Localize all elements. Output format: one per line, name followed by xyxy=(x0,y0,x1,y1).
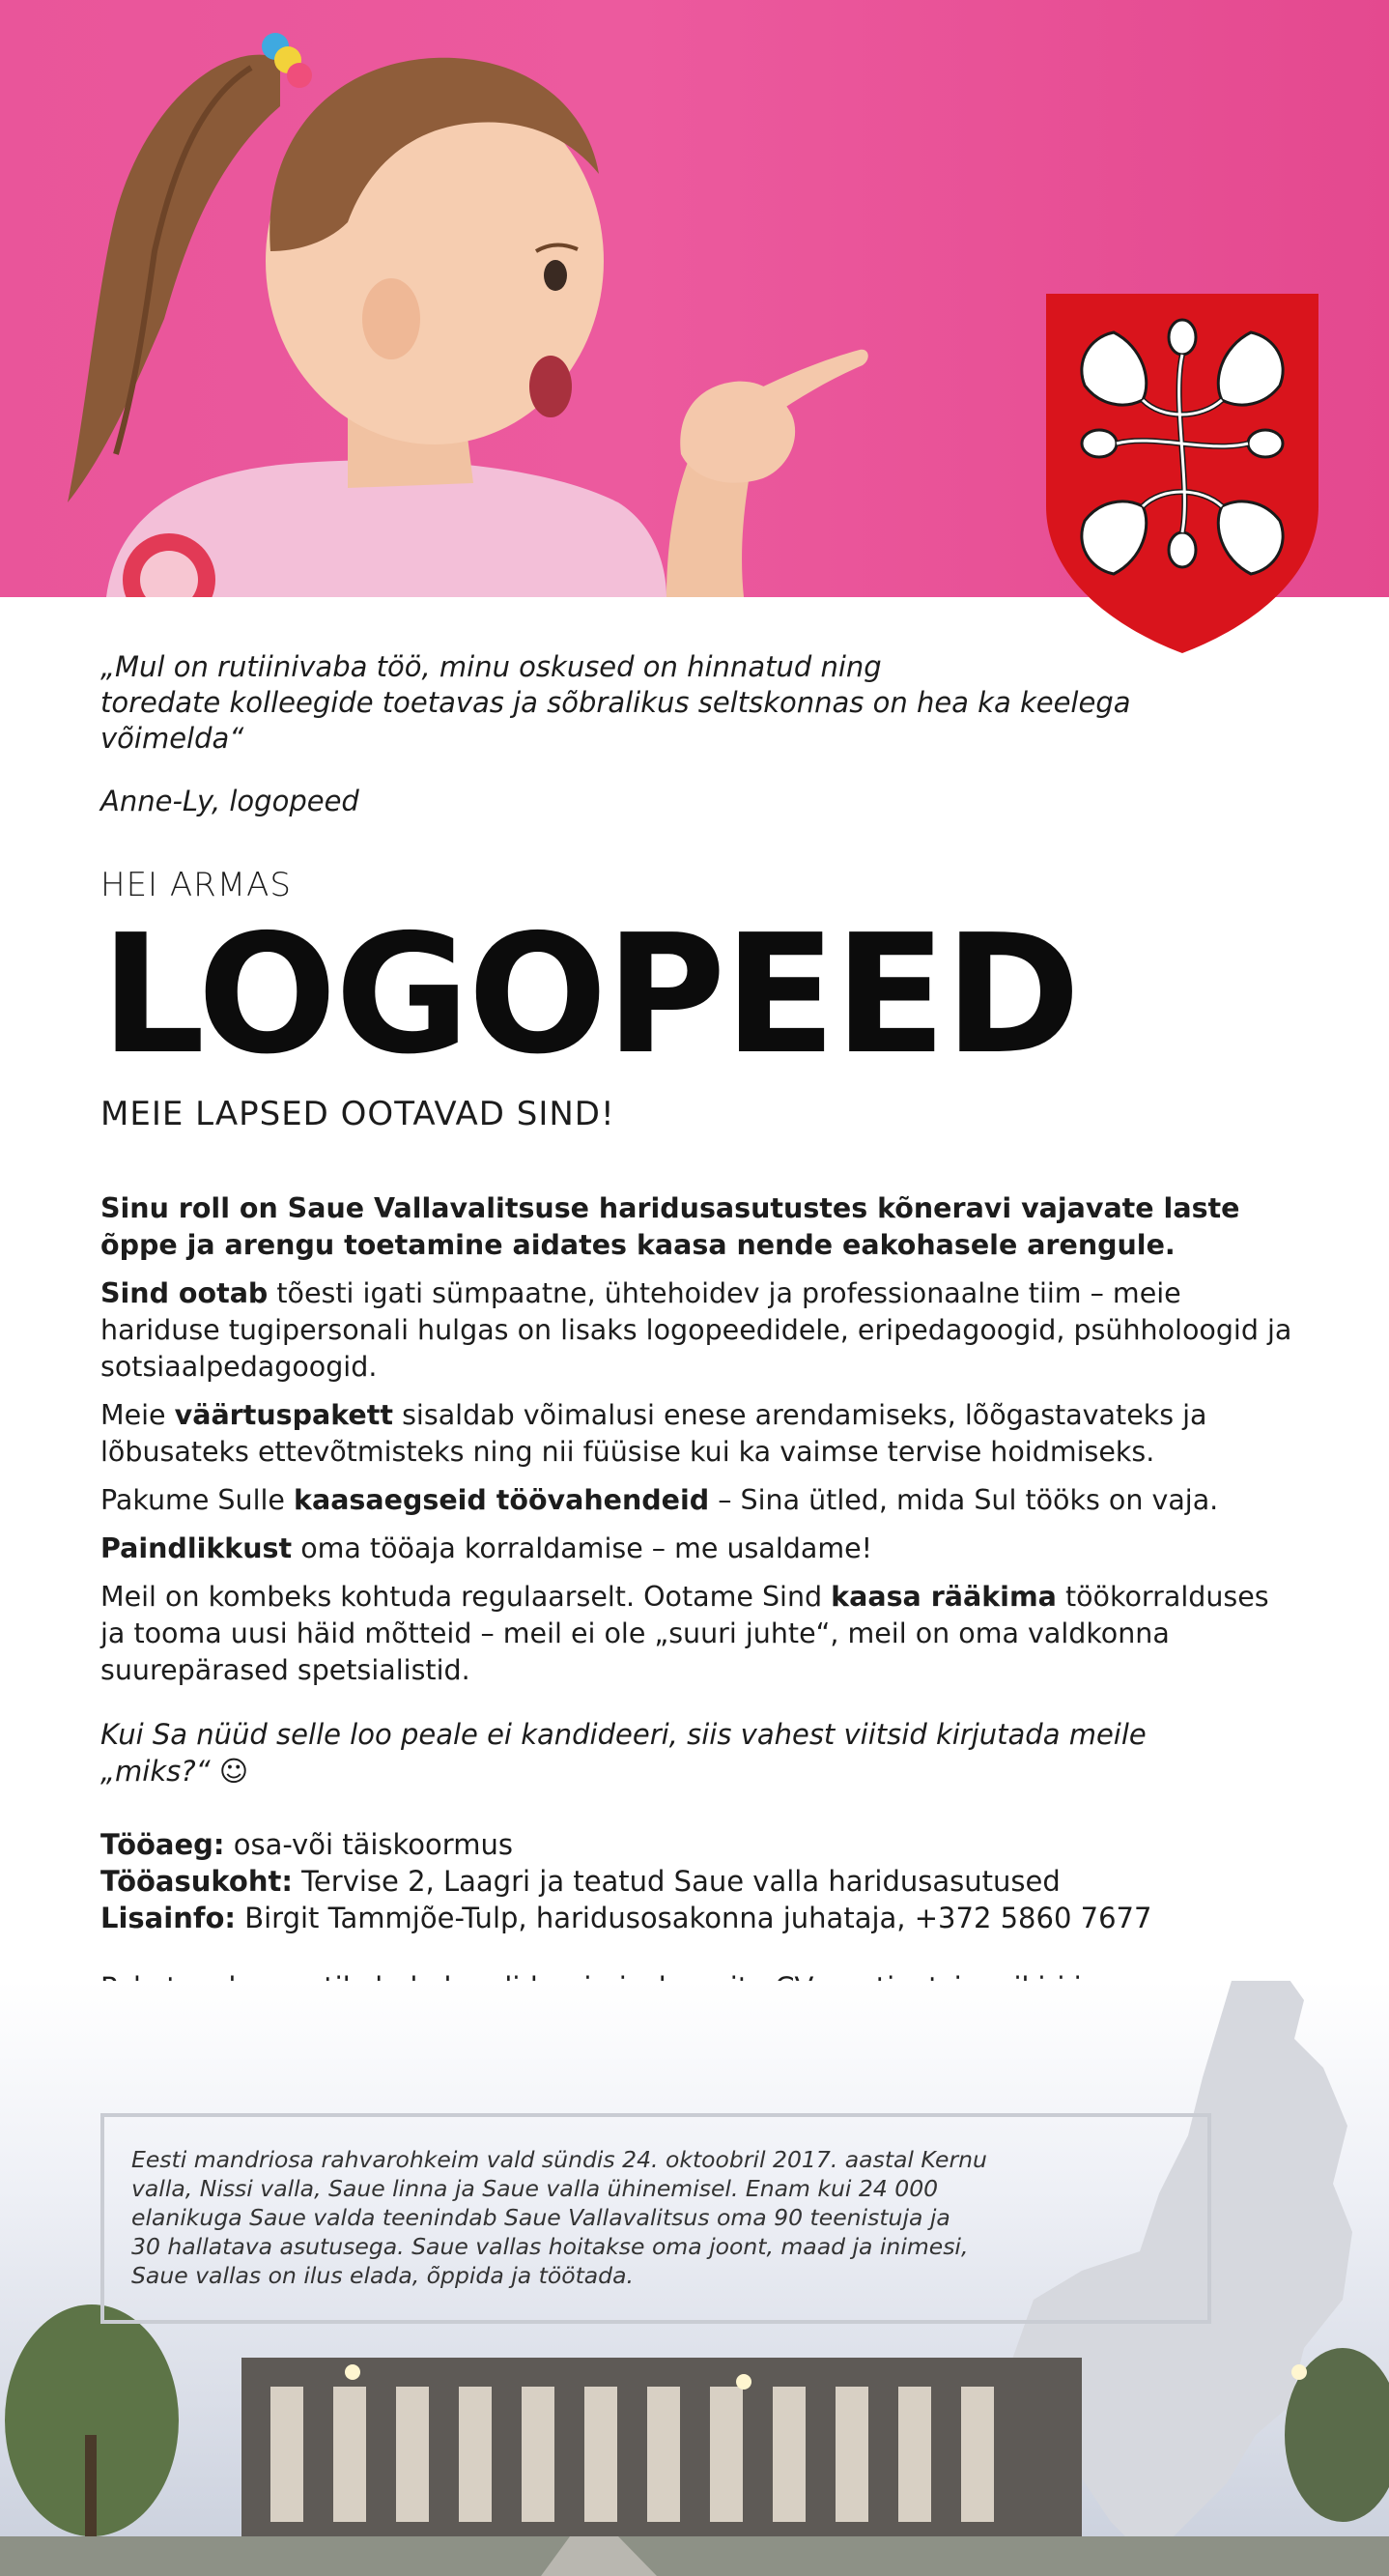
paragraph-meetings xyxy=(100,1579,1298,1689)
paragraph-team xyxy=(100,1275,1298,1386)
label: Tööasukoht: xyxy=(100,1865,293,1898)
subtitle: MEIE LAPSED OOTAVAD SIND! xyxy=(100,1095,615,1133)
paragraph-flexibility xyxy=(100,1531,1298,1567)
bold-text: väärtuspakett xyxy=(174,1399,394,1431)
job-title: LOGOPEED xyxy=(100,900,1079,1091)
greeting: HEI ARMAS xyxy=(100,866,292,904)
cta-line: Kui Sa nüüd selle loo peale ei kandideeri, siis vahest viitsid kirjutada meile xyxy=(100,1718,1147,1751)
about-municipality xyxy=(131,2145,1020,2290)
label: Lisainfo: xyxy=(100,1902,236,1934)
testimonial-quote xyxy=(100,649,1318,757)
paragraph-tools xyxy=(100,1482,1298,1519)
info-contact xyxy=(100,1900,1318,1936)
info-location xyxy=(100,1863,1318,1900)
about-line: elanikuga Saue valda teenindab Saue Vallavalitsus oma 90 teenistuja ja xyxy=(131,2204,950,2231)
value: Birgit Tammjõe-Tulp, haridusosakonna juhataja, +372 5860 7677 xyxy=(235,1902,1152,1934)
quote-line: toredate kolleegide toetavas ja sõbralikus seltskonnas on hea ka keelega xyxy=(100,686,1131,719)
bold-text: kaasaegseid töövahendeid xyxy=(294,1484,710,1516)
quote-line: „Mul on rutiinivaba töö, minu oskused on hinnatud ning xyxy=(100,650,882,683)
job-info xyxy=(100,1826,1318,1936)
label: Tööaeg: xyxy=(100,1828,225,1861)
text: Meie xyxy=(100,1399,175,1431)
text: oma tööaja korraldamise – me usaldame! xyxy=(292,1532,873,1564)
text: – Sina ütled, mida Sul tööks on vaja. xyxy=(709,1484,1219,1516)
value: Tervise 2, Laagri ja teatud Saue valla haridusasutused xyxy=(292,1865,1061,1898)
text: Meil on kombeks kohtuda regulaarselt. Ootame Sind xyxy=(100,1581,832,1613)
about-line: Saue vallas on ilus elada, õppida ja töötada. xyxy=(131,2262,634,2289)
cta-line: „miks?“ ☺ xyxy=(100,1755,249,1788)
bold-text: Sind ootab xyxy=(100,1277,269,1309)
saue-coat-of-arms-logo xyxy=(1046,294,1318,653)
text: tõesti igati sümpaatne, ühtehoidev ja professionaalne tiim – meie hariduse tugipersonali hulgas on lisaks logopeedidele, eripedagoogid, psühholoogid ja sotsiaalpedagoogid. xyxy=(100,1277,1292,1383)
about-line: 30 hallatava asutusega. Saue vallas hoitakse oma joont, maad ja inimesi, xyxy=(131,2233,969,2260)
about-line: valla, Nissi valla, Saue linna ja Saue valla ühinemisel. Enam kui 24 000 xyxy=(131,2175,939,2202)
job-description xyxy=(100,1190,1298,1701)
bold-text: Paindlikkust xyxy=(100,1532,293,1564)
about-line: Eesti mandriosa rahvarohkeim vald sündis 24. oktoobril 2017. aastal Kernu xyxy=(131,2146,987,2173)
text: Pakume Sulle xyxy=(100,1484,295,1516)
paragraph-benefits xyxy=(100,1397,1298,1471)
text: töökorralduses ja tooma uusi häid mõtteid – meil ei ole „suuri juhte“, meil on oma valdkonna suurepärased spetsialistid. xyxy=(100,1581,1269,1686)
value: osa-või täiskoormus xyxy=(224,1828,513,1861)
text: sisaldab võimalusi enese arendamiseks, lõõgastavateks ja lõbusateks ettevõtmisteks ning nii füüsise kui ka vaimse tervise hoidmiseks. xyxy=(100,1399,1207,1468)
bold-text: kaasa rääkima xyxy=(831,1581,1057,1613)
call-to-action xyxy=(100,1716,1318,1789)
info-hours xyxy=(100,1826,1318,1863)
lead-paragraph: Sinu roll on Saue Vallavalitsuse haridusasutustes kõneravi vajavate laste õppe ja arengu toetamine aidates kaasa nende eakohasele arengule. xyxy=(100,1192,1240,1261)
quote-line: võimelda“ xyxy=(100,722,244,755)
quote-author: Anne-Ly, logopeed xyxy=(100,785,359,817)
